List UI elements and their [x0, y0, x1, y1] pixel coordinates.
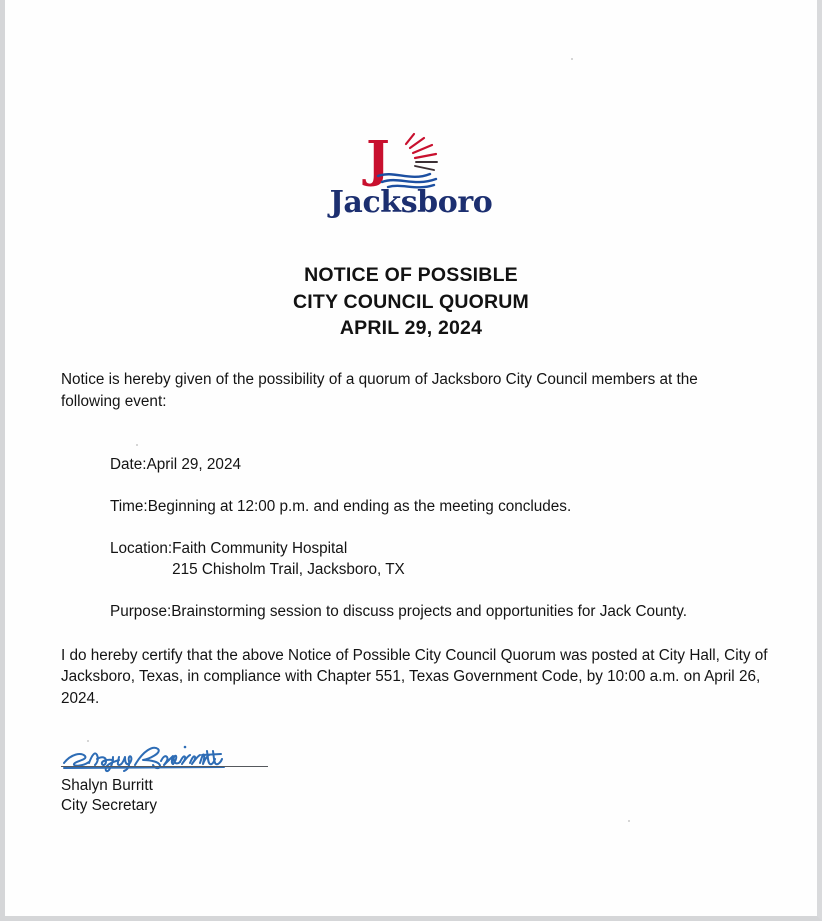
detail-value-line: 215 Chisholm Trail, Jacksboro, TX [172, 561, 405, 578]
signature-block [61, 744, 391, 815]
detail-label-time: Time: [110, 498, 148, 515]
detail-value-line: Brainstorming session to discuss projects and opportunities for Jack County. [171, 603, 688, 620]
detail-row-location [110, 538, 757, 580]
detail-label-date: Date: [110, 456, 147, 473]
scan-speck [136, 444, 138, 446]
scan-speck [628, 820, 630, 822]
detail-value-line: Faith Community Hospital [172, 540, 348, 557]
title-line-1: NOTICE OF POSSIBLE [304, 264, 518, 286]
signature-printed-name: Shalyn Burritt [61, 777, 153, 794]
scan-speck [87, 740, 89, 742]
handwritten-signature-icon [61, 743, 276, 773]
signature-rule [61, 766, 268, 767]
certification-text: I do hereby certify that the above Notice of Possible City Council Quorum was posted at City Hall, City of Jacksboro, Texas, in compliance with Chapter 551, Texas Government Code, by 10:00 a.m. on April 26, 2024. [61, 647, 768, 707]
detail-value-location [172, 538, 757, 580]
detail-row-purpose [110, 601, 757, 622]
scan-speck [571, 58, 573, 60]
detail-value-line: April 29, 2024 [146, 456, 241, 473]
logo [5, 132, 817, 218]
certification-paragraph [61, 645, 787, 709]
detail-value-purpose [171, 601, 757, 622]
detail-row-time [110, 496, 757, 517]
detail-value-date [147, 454, 757, 475]
event-details [110, 454, 757, 622]
detail-label-location: Location: [110, 540, 173, 557]
intro-text: Notice is hereby given of the possibility of a quorum of Jacksboro City Council members at the following event: [61, 371, 698, 411]
detail-value-line: Beginning at 12:00 p.m. and ending as the meeting concludes. [147, 498, 572, 515]
intro-paragraph [61, 369, 755, 414]
jacksboro-logo-icon [348, 132, 474, 190]
page-canvas [5, 0, 817, 916]
logo-wordmark: Jacksboro [329, 185, 493, 220]
document-title [5, 262, 817, 342]
signature-printed-title: City Secretary [61, 796, 158, 814]
svg-text:J: J [366, 132, 390, 188]
detail-row-date [110, 454, 757, 475]
signature-area [61, 744, 391, 774]
detail-value-time [148, 496, 757, 517]
detail-label-purpose: Purpose: [110, 603, 172, 620]
title-line-2: CITY COUNCIL QUORUM [292, 290, 529, 313]
title-line-3: APRIL 29, 2024 [339, 317, 483, 339]
